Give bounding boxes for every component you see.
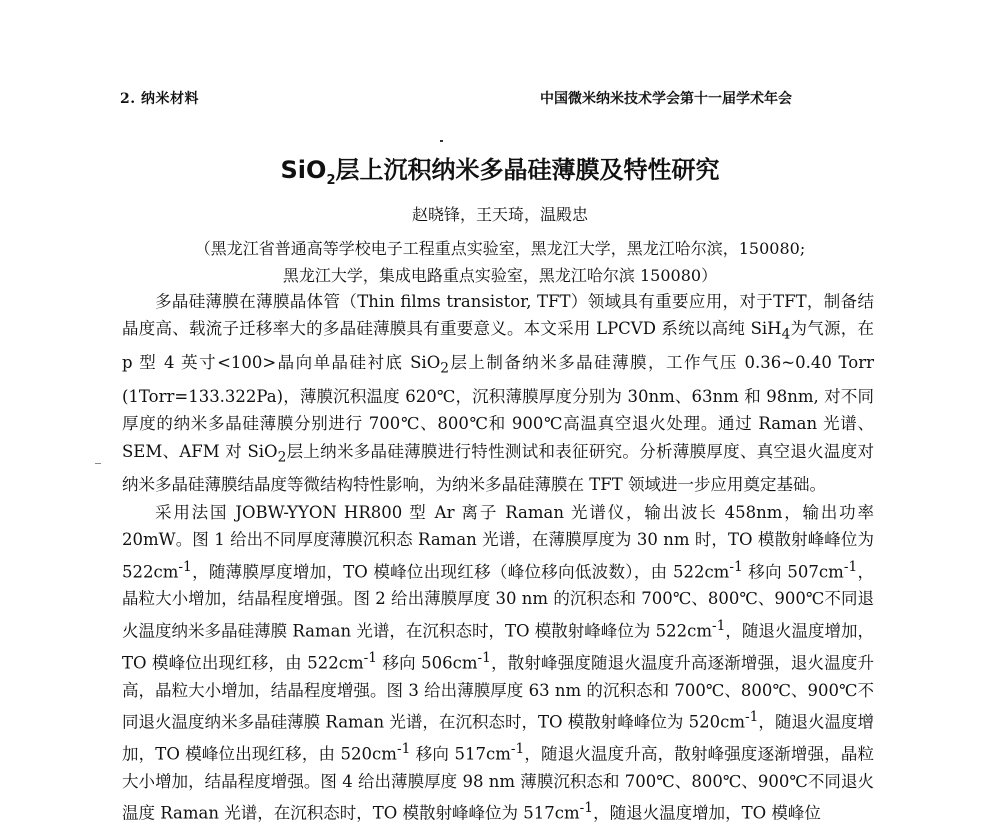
affiliation-1: （黑龙江省普通高等学校电子工程重点实验室，黑龙江大学，黑龙江哈尔滨，150080; — [194, 239, 806, 258]
title-rest: 层上沉积纳米多晶硅薄膜及特性研究 — [335, 156, 720, 184]
affiliation-2: 黑龙江大学，集成电路重点实验室，黑龙江哈尔滨 150080） — [282, 266, 718, 285]
title-subscript: 2 — [326, 172, 336, 188]
abstract-body — [122, 288, 874, 827]
title-formula-base: SiO — [280, 156, 327, 184]
paper-title — [0, 150, 1000, 188]
margin-mark — [95, 463, 101, 464]
authors: 赵晓锋，王天琦，温殿忠 — [411, 205, 588, 224]
scan-speck — [440, 140, 443, 142]
paragraph-2: 采用法国 JOBW-YYON HR800 型 Ar 离子 Raman 光谱仪，输出波长 458nm，输出功率 20mW。图 1 给出不同厚度薄膜沉积态 Raman 光谱，在薄膜厚度为 30 nm 时，TO 模散射峰峰位为 $522cm^{-1}$，随薄膜厚度增加，TO 模峰位出现红移（峰位移向低波数），由 $522cm^{-1}$ 移向 $507cm^{-1}$，晶粒大小增加，结晶程度增强。图 2 给出薄膜厚度 30 nm 的沉积态和 700℃、800℃、900℃不同退火温度纳米多晶硅薄膜 Raman 光谱，在沉积态时，TO 模散射峰峰位为 $522cm^{-1}$，随退火温度增加，TO 模峰位出现红移，由 $522cm^{-1}$ 移向 $506cm^{-1}$，散射峰强度随退火温度升高逐渐增强，退火温度升高，晶粒大小增加，结晶程度增强。图 3 给出薄膜厚度 63 nm 的沉积态和 700℃、800℃、900℃不同退火温度纳米多晶硅薄膜 Raman 光谱，在沉积态时，TO 模散射峰峰位为 $520cm^{-1}$，随退火温度增加，TO 模峰位出现红移，由 $520cm^{-1}$ 移向 $517cm^{-1}$，随退火温度升高，散射峰强度逐渐增强，晶粒大小增加，结晶程度增强。图 4 给出薄膜厚度 98 nm 薄膜沉积态和 700℃、800℃、900℃不同退火温度 Raman 光谱，在沉积态时，TO 模散射峰峰位为 $517cm^{-1}$，随退火温度增加，TO 模峰位 — [122, 502, 875, 823]
paragraph-1: 多晶硅薄膜在薄膜晶体管（Thin films transistor, TFT）领域具有重要应用，对于TFT，制备结晶度高、载流子迁移率大的多晶硅薄膜具有重要意义。本文采用 LPCVD 系统以高纯 SiH$_4$为气源，在 p 型 4 英寸<100>晶向单晶硅衬底 SiO$_2$层上制备纳米多晶硅薄膜，工作气压 0.36~0.40 Torr (1Torr=133.322Pa)，薄膜沉积温度 620℃，沉积薄膜厚度分别为 30nm、63nm 和 98nm, 对不同厚度的纳米多晶硅薄膜分别进行 700℃、800℃和 900℃高温真空退火处理。通过 Raman 光谱、SEM、AFM 对 SiO$_2$层上纳米多晶硅薄膜进行特性测试和表征研究。分析薄膜厚度、真空退火温度对纳米多晶硅薄膜结晶度等微结构特性影响，为纳米多晶硅薄膜在 TFT 领域进一步应用奠定基础。 — [122, 292, 874, 495]
conference-header: 中国微米纳米技术学会第十一届学术年会 — [540, 91, 792, 107]
section-header: 2. 纳米材料 — [120, 91, 199, 107]
